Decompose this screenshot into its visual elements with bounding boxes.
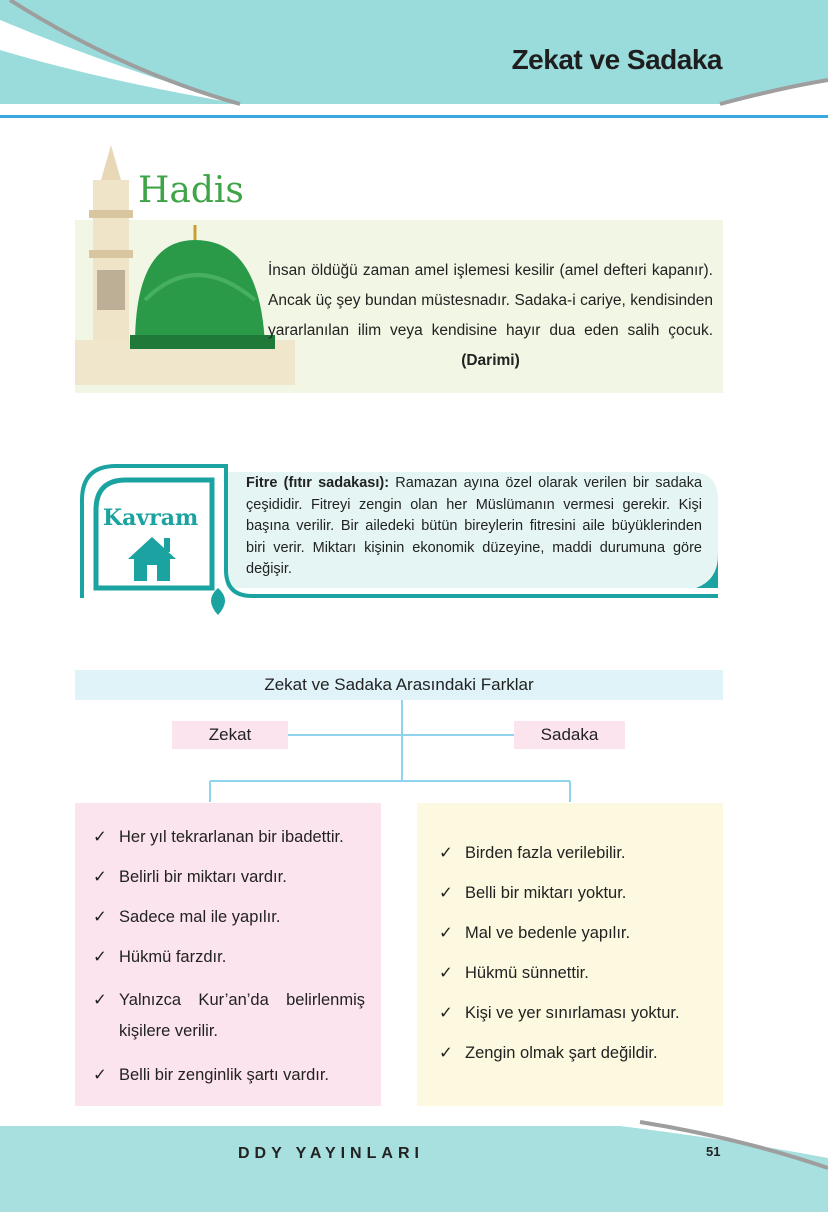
check-icon: ✓ — [439, 844, 453, 862]
item-text: Belli bir miktarı yoktur. — [465, 884, 627, 902]
hadis-source: (Darimi) — [461, 352, 520, 369]
item-text: Mal ve bedenle yapılır. — [465, 924, 631, 942]
list-item — [439, 1001, 711, 1025]
item-text: Sadece mal ile yapılır. — [119, 908, 281, 926]
item-text: Her yıl tekrarlanan bir ibadettir. — [119, 828, 344, 846]
item-text: Belli bir zenginlik şartı vardır. — [119, 1066, 329, 1084]
check-icon: ✓ — [439, 1044, 453, 1062]
check-icon: ✓ — [93, 1066, 107, 1084]
list-item — [439, 841, 711, 865]
hadis-body: İnsan öldüğü zaman amel işlemesi kesilir (amel defteri kapanır). Ancak üç şey bundan müstesnadır. Sadaka-i cariye, kendisinden yararlanılan ilim veya kendisine hayır dua eden salih çocuk. — [268, 262, 713, 339]
kavram-definition: Ramazan ayına özel olarak verilen bir sadaka çeşididir. Fitreyi zengin olan her Müslümanın vermesi gerekir. Kişi başına verilir. Bir ailedeki bütün bireylerin fitresini aile büyüklerinden biri verir. Miktarı kişinin ekonomik düzeyine, maddi durumuna göre değişir. — [246, 475, 703, 577]
diagram-connectors — [0, 700, 828, 805]
check-icon: ✓ — [439, 1004, 453, 1022]
list-item — [439, 881, 711, 905]
sadaka-list — [417, 803, 723, 1065]
check-icon: ✓ — [93, 908, 107, 926]
kavram-term: Fitre (fıtır sadakası): — [246, 475, 390, 491]
item-text: Birden fazla verilebilir. — [465, 844, 626, 862]
list-item — [93, 1063, 369, 1087]
list-item — [93, 865, 369, 889]
zekat-list-box — [75, 803, 381, 1106]
sadaka-tag: Sadaka — [514, 721, 625, 749]
zekat-list — [75, 803, 381, 1087]
check-icon: ✓ — [93, 828, 107, 846]
list-item — [439, 921, 711, 945]
list-item — [93, 985, 369, 1047]
kavram-text — [246, 473, 702, 581]
hadis-title: Hadis — [138, 170, 244, 211]
check-icon: ✓ — [93, 991, 107, 1009]
zekat-tag: Zekat — [172, 721, 288, 749]
item-text: Hükmü farzdır. — [119, 948, 227, 966]
list-item — [93, 825, 369, 849]
item-text: Yalnızca Kur’an’da belirlenmiş kişilere verilir. — [119, 991, 365, 1040]
check-icon: ✓ — [93, 868, 107, 886]
diagram-title: Zekat ve Sadaka Arasındaki Farklar — [75, 670, 723, 700]
check-icon: ✓ — [439, 924, 453, 942]
item-text: Kişi ve yer sınırlaması yoktur. — [465, 1004, 680, 1022]
list-item — [93, 945, 369, 969]
list-item — [93, 905, 369, 929]
list-item — [439, 1041, 711, 1065]
page-title: Zekat ve Sadaka — [511, 44, 722, 75]
check-icon: ✓ — [439, 884, 453, 902]
sadaka-list-box — [417, 803, 723, 1106]
item-text: Belirli bir miktarı vardır. — [119, 868, 287, 886]
footer-banner — [0, 1118, 828, 1212]
item-text: Hükmü sünnettir. — [465, 964, 589, 982]
hadis-text — [268, 256, 713, 376]
list-item — [439, 961, 711, 985]
kavram-label: Kavram — [103, 505, 199, 531]
page-number: 51 — [706, 1144, 721, 1159]
check-icon: ✓ — [439, 964, 453, 982]
item-text: Zengin olmak şart değildir. — [465, 1044, 658, 1062]
check-icon: ✓ — [93, 948, 107, 966]
publisher-name: DDY YAYINLARI — [238, 1145, 424, 1162]
